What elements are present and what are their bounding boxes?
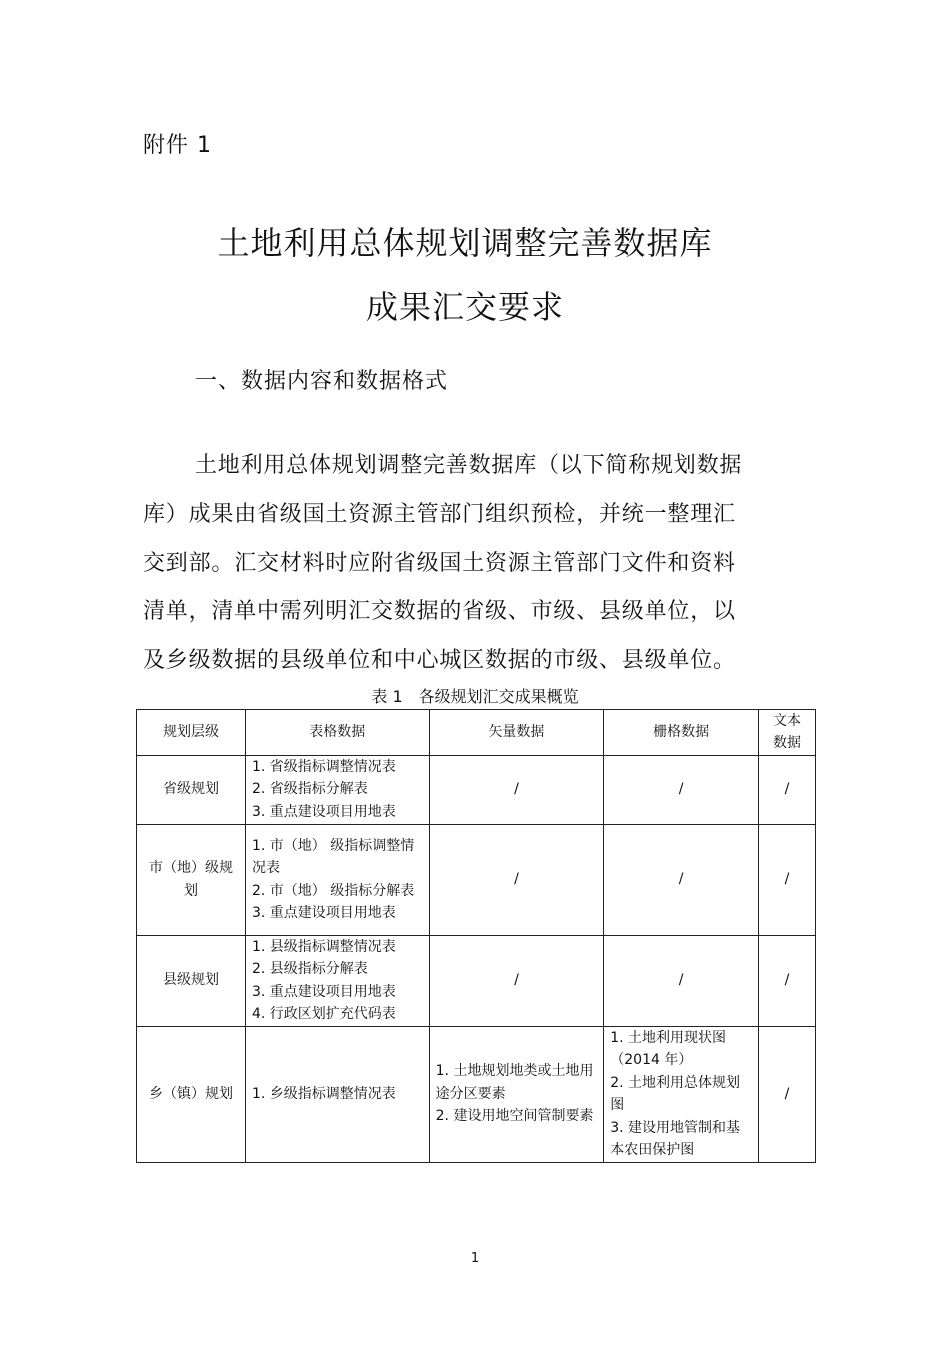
table-row (137, 755, 816, 824)
raster-cell: / (604, 755, 759, 824)
document-title-line-1: 土地利用总体规划调整完善数据库 (217, 224, 713, 262)
list-item: 1. 土地利用现状图（2014 年） (610, 1029, 727, 1068)
vector-cell (429, 1026, 604, 1162)
level-cell (137, 824, 246, 935)
list-item: 2. 省级指标分解表 (251, 781, 368, 798)
list-item: 1. 县级指标调整情况表 (251, 938, 396, 955)
header-cell: 表格数据 (245, 710, 429, 756)
list-item: 2. 土地利用总体规划图 (610, 1074, 741, 1113)
raster-cell: / (604, 935, 759, 1026)
list-item: 1. 土地规划地类或土地用途分区要素 (435, 1063, 594, 1102)
text-cell: / (759, 1026, 816, 1162)
section-heading: 一、数据内容和数据格式 (195, 369, 449, 394)
list-item: 2. 县级指标分解表 (251, 961, 368, 977)
vector-cell: / (429, 755, 604, 824)
table-row (137, 935, 816, 1026)
attachment-label: 附件 1 (143, 133, 212, 158)
level-text: 市（地）级规划 (148, 860, 233, 899)
list-item: 2. 建设用地空间管制要素 (435, 1108, 594, 1125)
summary-table (136, 709, 816, 1163)
list-item: 4. 行政区划扩充代码表 (251, 1006, 396, 1022)
raster-cell (604, 1026, 759, 1162)
header-cell: 矢量数据 (429, 710, 604, 756)
table-row (137, 1026, 816, 1162)
list-item: 3. 重点建设项目用地表 (251, 803, 396, 820)
body-paragraph (143, 442, 753, 686)
list-item: 1. 乡级指标调整情况表 (251, 1085, 396, 1102)
header-text: 文本数据 (773, 713, 801, 751)
header-cell: 栅格数据 (604, 710, 759, 756)
level-cell: 县级规划 (137, 935, 246, 1026)
list-item: 3. 重点建设项目用地表 (251, 983, 396, 1000)
header-cell: 规划层级 (137, 710, 246, 756)
page-number: 1 (470, 1251, 480, 1266)
table-data-cell (245, 755, 429, 824)
text-cell: / (759, 935, 816, 1026)
raster-cell: / (604, 824, 759, 935)
text-cell: / (759, 755, 816, 824)
header-cell (759, 710, 816, 756)
list-item: 1. 市（地） 级指标调整情况表 (251, 837, 415, 876)
list-item: 2. 市（地） 级指标分解表 (251, 882, 415, 899)
list-item: 1. 省级指标调整情况表 (251, 758, 396, 775)
vector-cell: / (429, 935, 604, 1026)
table-caption: 表 1 各级规划汇交成果概览 (371, 687, 579, 706)
level-cell: 省级规划 (137, 755, 246, 824)
level-cell: 乡（镇）规划 (137, 1026, 246, 1162)
list-item: 3. 建设用地管制和基本农田保护图 (610, 1119, 741, 1158)
paragraph-text: 土地利用总体规划调整完善数据库（以下简称规划数据库）成果由省级国土资源主管部门组织预检，并统一整理汇交到部。汇交材料时应附省级国土资源主管部门文件和资料清单，清单中需列明汇交数据的省级、市级、县级单位，以及乡级数据的县级单位和中心城区数据的市级、县级单位。 (143, 453, 743, 674)
table-header-row (137, 710, 816, 756)
text-cell: / (759, 824, 816, 935)
table-data-cell (245, 824, 429, 935)
vector-cell: / (429, 824, 604, 935)
list-item: 3. 重点建设项目用地表 (251, 905, 396, 921)
table-data-cell (245, 935, 429, 1026)
document-title-line-2: 成果汇交要求 (365, 288, 564, 326)
table-data-cell (245, 1026, 429, 1162)
table-row (137, 824, 816, 935)
